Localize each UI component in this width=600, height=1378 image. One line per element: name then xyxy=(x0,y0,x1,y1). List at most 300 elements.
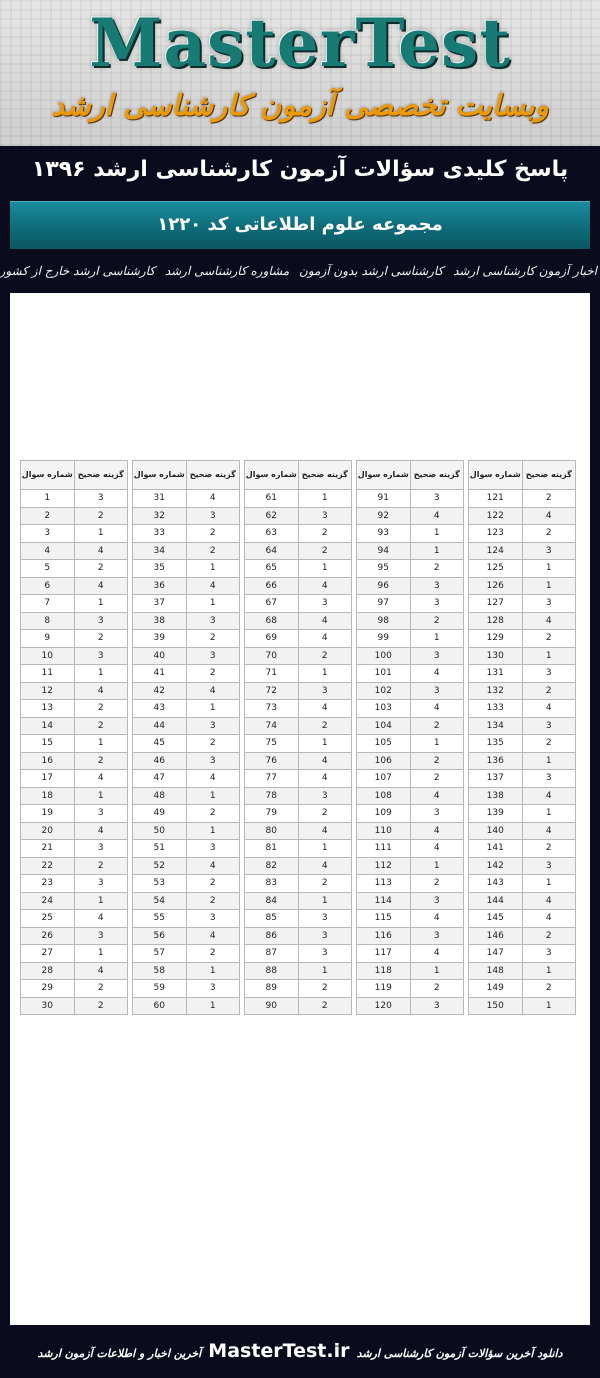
table-row xyxy=(21,770,128,788)
correct-option-cell: 1 xyxy=(186,700,240,718)
question-number-cell: 32 xyxy=(133,507,187,525)
table-row xyxy=(357,542,464,560)
table-row xyxy=(245,560,352,578)
table-row xyxy=(133,822,240,840)
correct-option-cell: 3 xyxy=(298,682,352,700)
question-number-cell: 18 xyxy=(21,787,75,805)
correct-option-cell: 2 xyxy=(522,490,576,508)
table-row xyxy=(357,857,464,875)
table-row xyxy=(245,490,352,508)
table-row xyxy=(133,770,240,788)
table-row xyxy=(245,857,352,875)
question-number-cell: 110 xyxy=(357,822,411,840)
brand-logo[interactable]: MasterTest xyxy=(89,4,511,82)
question-number-cell: 145 xyxy=(469,910,523,928)
question-number-cell: 108 xyxy=(357,787,411,805)
question-number-cell: 69 xyxy=(245,630,299,648)
correct-option-cell: 4 xyxy=(298,577,352,595)
answer-table xyxy=(356,460,464,1015)
correct-option-cell: 3 xyxy=(74,490,128,508)
question-number-cell: 113 xyxy=(357,875,411,893)
answer-table xyxy=(20,460,128,1015)
question-number-cell: 74 xyxy=(245,717,299,735)
correct-option-cell: 4 xyxy=(410,945,464,963)
question-number-cell: 35 xyxy=(133,560,187,578)
table-row xyxy=(357,927,464,945)
correct-option-cell: 4 xyxy=(298,612,352,630)
table-row xyxy=(469,997,576,1015)
question-number-cell: 23 xyxy=(21,875,75,893)
correct-option-cell: 2 xyxy=(298,542,352,560)
question-number-cell: 33 xyxy=(133,525,187,543)
table-row xyxy=(133,805,240,823)
table-row xyxy=(21,840,128,858)
table-row xyxy=(357,980,464,998)
question-number-cell: 17 xyxy=(21,770,75,788)
question-number-cell: 146 xyxy=(469,927,523,945)
correct-option-cell: 4 xyxy=(522,892,576,910)
correct-option-cell: 2 xyxy=(186,542,240,560)
table-row xyxy=(21,892,128,910)
correct-option-cell: 4 xyxy=(74,962,128,980)
correct-option-cell: 4 xyxy=(298,700,352,718)
correct-option-cell: 2 xyxy=(298,805,352,823)
table-row xyxy=(245,700,352,718)
correct-option-cell: 3 xyxy=(522,945,576,963)
question-number-cell: 112 xyxy=(357,857,411,875)
correct-option-cell: 1 xyxy=(74,595,128,613)
header-question-number: شماره سوال xyxy=(469,461,523,490)
correct-option-cell: 2 xyxy=(74,857,128,875)
table-row xyxy=(357,752,464,770)
table-row xyxy=(245,647,352,665)
question-number-cell: 87 xyxy=(245,945,299,963)
correct-option-cell: 3 xyxy=(186,717,240,735)
question-number-cell: 148 xyxy=(469,962,523,980)
table-row xyxy=(133,857,240,875)
correct-option-cell: 1 xyxy=(410,542,464,560)
correct-option-cell: 1 xyxy=(410,735,464,753)
correct-option-cell: 3 xyxy=(410,490,464,508)
correct-option-cell: 4 xyxy=(410,507,464,525)
question-number-cell: 94 xyxy=(357,542,411,560)
correct-option-cell: 2 xyxy=(522,525,576,543)
page-title: پاسخ کلیدی سؤالات آزمون کارشناسی ارشد ۱۳۹۶ xyxy=(0,146,600,196)
table-row xyxy=(21,577,128,595)
correct-option-cell: 1 xyxy=(298,735,352,753)
table-row xyxy=(21,997,128,1015)
correct-option-cell: 2 xyxy=(410,875,464,893)
question-number-cell: 131 xyxy=(469,665,523,683)
correct-option-cell: 1 xyxy=(186,787,240,805)
answer-table xyxy=(468,460,576,1015)
table-row xyxy=(245,735,352,753)
correct-option-cell: 2 xyxy=(186,945,240,963)
question-number-cell: 82 xyxy=(245,857,299,875)
table-row xyxy=(133,665,240,683)
correct-option-cell: 1 xyxy=(298,490,352,508)
table-row xyxy=(21,805,128,823)
table-row xyxy=(469,717,576,735)
header-question-number: شماره سوال xyxy=(357,461,411,490)
table-row xyxy=(21,665,128,683)
question-number-cell: 4 xyxy=(21,542,75,560)
question-number-cell: 62 xyxy=(245,507,299,525)
correct-option-cell: 3 xyxy=(186,840,240,858)
correct-option-cell: 4 xyxy=(522,787,576,805)
question-number-cell: 11 xyxy=(21,665,75,683)
header-question-number: شماره سوال xyxy=(245,461,299,490)
question-number-cell: 70 xyxy=(245,647,299,665)
correct-option-cell: 2 xyxy=(410,770,464,788)
question-number-cell: 126 xyxy=(469,577,523,595)
question-number-cell: 118 xyxy=(357,962,411,980)
question-number-cell: 78 xyxy=(245,787,299,805)
correct-option-cell: 2 xyxy=(74,752,128,770)
correct-option-cell: 3 xyxy=(522,717,576,735)
correct-option-cell: 4 xyxy=(74,822,128,840)
table-row xyxy=(469,962,576,980)
correct-option-cell: 1 xyxy=(298,892,352,910)
table-row xyxy=(133,525,240,543)
correct-option-cell: 1 xyxy=(522,962,576,980)
correct-option-cell: 4 xyxy=(522,822,576,840)
question-number-cell: 103 xyxy=(357,700,411,718)
table-row xyxy=(245,665,352,683)
correct-option-cell: 4 xyxy=(186,770,240,788)
question-number-cell: 40 xyxy=(133,647,187,665)
correct-option-cell: 1 xyxy=(298,560,352,578)
question-number-cell: 9 xyxy=(21,630,75,648)
question-number-cell: 121 xyxy=(469,490,523,508)
question-number-cell: 72 xyxy=(245,682,299,700)
question-number-cell: 14 xyxy=(21,717,75,735)
question-number-cell: 106 xyxy=(357,752,411,770)
site-tagline: وبسایت تخصصی آزمون کارشناسی ارشد xyxy=(51,88,549,122)
correct-option-cell: 4 xyxy=(410,787,464,805)
header-correct-option: گزینه صحیح xyxy=(74,461,128,490)
question-number-cell: 58 xyxy=(133,962,187,980)
table-row xyxy=(357,787,464,805)
table-row xyxy=(469,735,576,753)
question-number-cell: 73 xyxy=(245,700,299,718)
correct-option-cell: 2 xyxy=(522,840,576,858)
question-number-cell: 129 xyxy=(469,630,523,648)
question-number-cell: 75 xyxy=(245,735,299,753)
question-number-cell: 53 xyxy=(133,875,187,893)
question-number-cell: 56 xyxy=(133,927,187,945)
question-number-cell: 143 xyxy=(469,875,523,893)
header-correct-option: گزینه صحیح xyxy=(186,461,240,490)
correct-option-cell: 3 xyxy=(522,857,576,875)
correct-option-cell: 3 xyxy=(522,770,576,788)
question-number-cell: 55 xyxy=(133,910,187,928)
question-number-cell: 34 xyxy=(133,542,187,560)
question-number-cell: 36 xyxy=(133,577,187,595)
correct-option-cell: 3 xyxy=(186,980,240,998)
table-row xyxy=(21,612,128,630)
correct-option-cell: 1 xyxy=(186,595,240,613)
correct-option-cell: 3 xyxy=(298,787,352,805)
correct-option-cell: 2 xyxy=(74,997,128,1015)
table-row xyxy=(469,577,576,595)
question-number-cell: 47 xyxy=(133,770,187,788)
table-row xyxy=(469,507,576,525)
table-row xyxy=(21,857,128,875)
table-row xyxy=(357,945,464,963)
question-number-cell: 109 xyxy=(357,805,411,823)
question-number-cell: 101 xyxy=(357,665,411,683)
correct-option-cell: 4 xyxy=(186,857,240,875)
nav-link-consulting[interactable]: مشاوره کارشناسی ارشد xyxy=(164,264,290,278)
correct-option-cell: 2 xyxy=(298,997,352,1015)
table-row xyxy=(133,560,240,578)
question-number-cell: 127 xyxy=(469,595,523,613)
nav-link-no-exam[interactable]: کارشناسی ارشد بدون آزمون xyxy=(299,264,444,278)
table-row xyxy=(245,770,352,788)
question-number-cell: 31 xyxy=(133,490,187,508)
question-number-cell: 115 xyxy=(357,910,411,928)
table-row xyxy=(245,980,352,998)
table-row xyxy=(469,840,576,858)
table-row xyxy=(245,630,352,648)
table-row xyxy=(21,717,128,735)
correct-option-cell: 3 xyxy=(298,927,352,945)
table-row xyxy=(357,822,464,840)
question-number-cell: 150 xyxy=(469,997,523,1015)
question-number-cell: 139 xyxy=(469,805,523,823)
header-correct-option: گزینه صحیح xyxy=(298,461,352,490)
question-number-cell: 140 xyxy=(469,822,523,840)
correct-option-cell: 2 xyxy=(298,525,352,543)
correct-option-cell: 3 xyxy=(74,647,128,665)
nav-links xyxy=(0,258,600,284)
table-row xyxy=(357,717,464,735)
table-row xyxy=(21,875,128,893)
correct-option-cell: 1 xyxy=(522,647,576,665)
correct-option-cell: 3 xyxy=(410,805,464,823)
correct-option-cell: 1 xyxy=(522,577,576,595)
question-number-cell: 3 xyxy=(21,525,75,543)
correct-option-cell: 1 xyxy=(186,997,240,1015)
question-number-cell: 77 xyxy=(245,770,299,788)
question-number-cell: 123 xyxy=(469,525,523,543)
question-number-cell: 89 xyxy=(245,980,299,998)
correct-option-cell: 4 xyxy=(74,770,128,788)
correct-option-cell: 3 xyxy=(186,647,240,665)
correct-option-cell: 1 xyxy=(74,892,128,910)
table-row xyxy=(357,525,464,543)
question-number-cell: 13 xyxy=(21,700,75,718)
correct-option-cell: 2 xyxy=(522,682,576,700)
question-number-cell: 12 xyxy=(21,682,75,700)
correct-option-cell: 1 xyxy=(410,857,464,875)
table-row xyxy=(469,945,576,963)
correct-option-cell: 3 xyxy=(522,665,576,683)
header-correct-option: گزینه صحیح xyxy=(522,461,576,490)
footer-site-link[interactable]: MasterTest.ir xyxy=(208,1340,350,1362)
table-row xyxy=(21,822,128,840)
table-row xyxy=(21,630,128,648)
footer-download-text[interactable]: دانلود آخرین سؤالات آزمون کارشناسی ارشد xyxy=(356,1347,563,1360)
correct-option-cell: 2 xyxy=(74,507,128,525)
table-row xyxy=(469,647,576,665)
correct-option-cell: 4 xyxy=(74,682,128,700)
correct-option-cell: 2 xyxy=(186,892,240,910)
question-number-cell: 19 xyxy=(21,805,75,823)
table-row xyxy=(245,927,352,945)
question-number-cell: 137 xyxy=(469,770,523,788)
table-row xyxy=(357,612,464,630)
question-number-cell: 76 xyxy=(245,752,299,770)
answer-table xyxy=(132,460,240,1015)
question-number-cell: 5 xyxy=(21,560,75,578)
question-number-cell: 15 xyxy=(21,735,75,753)
correct-option-cell: 3 xyxy=(186,910,240,928)
question-number-cell: 92 xyxy=(357,507,411,525)
table-row xyxy=(357,875,464,893)
table-row xyxy=(357,507,464,525)
correct-option-cell: 3 xyxy=(410,595,464,613)
table-row xyxy=(469,682,576,700)
footer-news-text[interactable]: آخرین اخبار و اطلاعات آزمون ارشد xyxy=(37,1347,202,1360)
question-number-cell: 42 xyxy=(133,682,187,700)
correct-option-cell: 2 xyxy=(186,805,240,823)
correct-option-cell: 4 xyxy=(410,665,464,683)
question-number-cell: 51 xyxy=(133,840,187,858)
header-correct-option: گزینه صحیح xyxy=(410,461,464,490)
question-number-cell: 83 xyxy=(245,875,299,893)
table-row xyxy=(133,682,240,700)
question-number-cell: 93 xyxy=(357,525,411,543)
table-row xyxy=(357,735,464,753)
question-number-cell: 149 xyxy=(469,980,523,998)
table-row xyxy=(469,490,576,508)
nav-link-abroad[interactable]: کارشناسی ارشد خارج از کشور xyxy=(0,264,155,278)
correct-option-cell: 3 xyxy=(74,875,128,893)
correct-option-cell: 1 xyxy=(298,665,352,683)
question-number-cell: 7 xyxy=(21,595,75,613)
question-number-cell: 141 xyxy=(469,840,523,858)
table-row xyxy=(469,857,576,875)
table-row xyxy=(469,875,576,893)
correct-option-cell: 1 xyxy=(298,962,352,980)
table-row xyxy=(133,910,240,928)
table-row xyxy=(133,490,240,508)
correct-option-cell: 4 xyxy=(410,840,464,858)
question-number-cell: 49 xyxy=(133,805,187,823)
table-row xyxy=(245,752,352,770)
nav-link-news[interactable]: اخبار آزمون کارشناسی ارشد xyxy=(453,264,597,278)
correct-option-cell: 4 xyxy=(74,577,128,595)
table-row xyxy=(133,927,240,945)
table-row xyxy=(21,787,128,805)
correct-option-cell: 3 xyxy=(186,507,240,525)
table-row xyxy=(245,840,352,858)
correct-option-cell: 3 xyxy=(522,542,576,560)
table-row xyxy=(133,962,240,980)
correct-option-cell: 3 xyxy=(74,612,128,630)
table-row xyxy=(21,752,128,770)
table-row xyxy=(357,910,464,928)
table-row xyxy=(133,875,240,893)
correct-option-cell: 2 xyxy=(522,980,576,998)
table-row xyxy=(245,892,352,910)
table-row xyxy=(357,577,464,595)
correct-option-cell: 4 xyxy=(522,910,576,928)
correct-option-cell: 1 xyxy=(298,840,352,858)
correct-option-cell: 4 xyxy=(186,682,240,700)
table-row xyxy=(469,892,576,910)
question-number-cell: 136 xyxy=(469,752,523,770)
table-row xyxy=(133,647,240,665)
correct-option-cell: 4 xyxy=(298,857,352,875)
table-row xyxy=(357,630,464,648)
question-number-cell: 65 xyxy=(245,560,299,578)
correct-option-cell: 2 xyxy=(410,560,464,578)
table-row xyxy=(21,962,128,980)
table-row xyxy=(133,630,240,648)
table-row xyxy=(469,560,576,578)
correct-option-cell: 3 xyxy=(410,647,464,665)
table-row xyxy=(245,682,352,700)
correct-option-cell: 3 xyxy=(74,840,128,858)
correct-option-cell: 3 xyxy=(186,612,240,630)
table-row xyxy=(357,560,464,578)
table-row xyxy=(469,787,576,805)
table-row xyxy=(133,612,240,630)
question-number-cell: 100 xyxy=(357,647,411,665)
correct-option-cell: 2 xyxy=(298,875,352,893)
question-number-cell: 124 xyxy=(469,542,523,560)
table-row xyxy=(245,525,352,543)
table-row xyxy=(21,490,128,508)
correct-option-cell: 1 xyxy=(186,822,240,840)
correct-option-cell: 2 xyxy=(298,980,352,998)
correct-option-cell: 4 xyxy=(522,507,576,525)
correct-option-cell: 3 xyxy=(298,595,352,613)
question-number-cell: 16 xyxy=(21,752,75,770)
correct-option-cell: 4 xyxy=(298,822,352,840)
question-number-cell: 26 xyxy=(21,927,75,945)
correct-option-cell: 3 xyxy=(186,752,240,770)
table-row xyxy=(133,997,240,1015)
table-row xyxy=(133,787,240,805)
question-number-cell: 88 xyxy=(245,962,299,980)
question-number-cell: 63 xyxy=(245,525,299,543)
answer-table xyxy=(244,460,352,1015)
table-row xyxy=(357,665,464,683)
question-number-cell: 48 xyxy=(133,787,187,805)
table-row xyxy=(245,717,352,735)
question-number-cell: 38 xyxy=(133,612,187,630)
question-number-cell: 86 xyxy=(245,927,299,945)
table-row xyxy=(469,665,576,683)
table-row xyxy=(245,962,352,980)
correct-option-cell: 4 xyxy=(298,770,352,788)
table-row xyxy=(357,490,464,508)
table-row xyxy=(133,840,240,858)
table-row xyxy=(21,927,128,945)
table-row xyxy=(357,682,464,700)
correct-option-cell: 2 xyxy=(74,717,128,735)
question-number-cell: 125 xyxy=(469,560,523,578)
question-number-cell: 84 xyxy=(245,892,299,910)
correct-option-cell: 1 xyxy=(410,630,464,648)
question-number-cell: 60 xyxy=(133,997,187,1015)
question-number-cell: 54 xyxy=(133,892,187,910)
exam-banner: مجموعه علوم اطلاعاتی کد ۱۲۲۰ xyxy=(10,201,590,249)
